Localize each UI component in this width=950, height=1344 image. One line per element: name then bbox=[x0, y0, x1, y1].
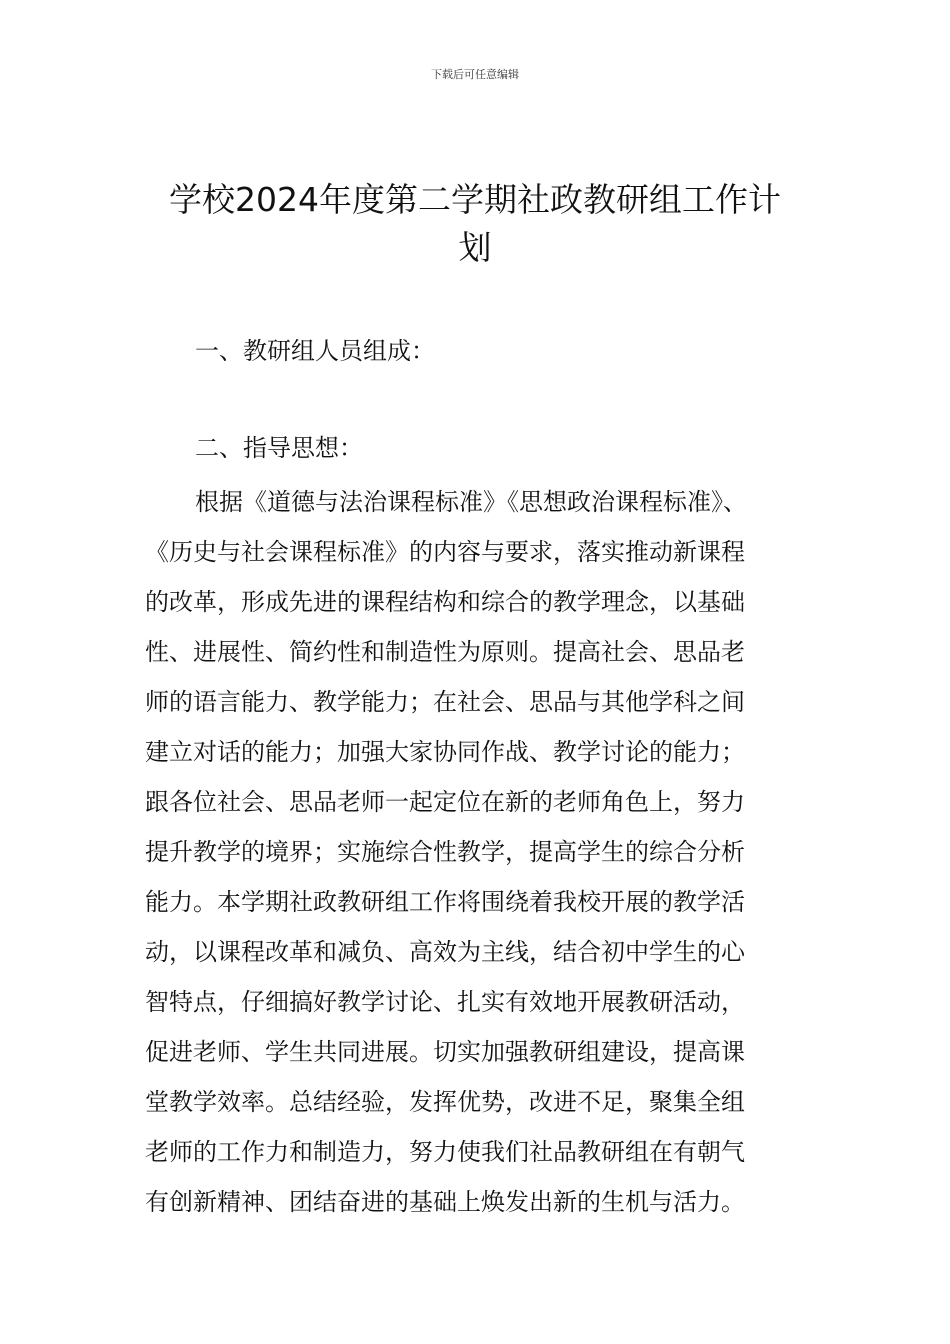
paragraph-line: 能力。本学期社政教研组工作将围绕着我校开展的教学活 bbox=[145, 888, 745, 916]
paragraph-line: 老师的工作力和制造力，努力使我们社品教研组在有朝气 bbox=[145, 1138, 745, 1166]
paragraph-line: 师的语言能力、教学能力；在社会、思品与其他学科之间 bbox=[145, 688, 745, 716]
paragraph-line: 堂教学效率。总结经验，发挥优势，改进不足，聚集全组 bbox=[145, 1088, 745, 1116]
paragraph-line: 提升教学的境界；实施综合性教学，提高学生的综合分析 bbox=[145, 838, 745, 866]
paragraph-line: 动，以课程改革和减负、高效为主线，结合初中学生的心 bbox=[145, 938, 745, 966]
paragraph-line: 智特点，仔细搞好教学讨论、扎实有效地开展教研活动， bbox=[145, 988, 745, 1016]
title-line-1: 学校2024年度第二学期社政教研组工作计 bbox=[169, 180, 781, 219]
paragraph-line: 有创新精神、团结奋进的基础上焕发出新的生机与活力。 bbox=[145, 1188, 745, 1216]
paragraph-line: 跟各位社会、思品老师一起定位在新的老师角色上，努力 bbox=[145, 788, 745, 816]
paragraph-line: 建立对话的能力；加强大家协同作战、教学讨论的能力； bbox=[145, 738, 745, 766]
section-heading-members: 一、教研组人员组成： bbox=[195, 337, 435, 365]
guiding-thought-paragraph bbox=[145, 477, 807, 1227]
paragraph-line: 《历史与社会课程标准》的内容与要求，落实推动新课程 bbox=[145, 538, 745, 566]
section-heading-guiding-thought: 二、指导思想： bbox=[195, 434, 363, 462]
document-title bbox=[145, 176, 805, 272]
paragraph-line: 根据《道德与法治课程标准》《思想政治课程标准》、 bbox=[195, 488, 747, 516]
paragraph-line: 的改革，形成先进的课程结构和综合的教学理念，以基础 bbox=[145, 588, 745, 616]
paragraph-line: 促进老师、学生共同进展。切实加强教研组建设，提高课 bbox=[145, 1038, 745, 1066]
title-line-2: 划 bbox=[458, 228, 492, 267]
header-note: 下载后可任意编辑 bbox=[431, 68, 519, 81]
paragraph-line: 性、进展性、简约性和制造性为原则。提高社会、思品老 bbox=[145, 638, 745, 666]
